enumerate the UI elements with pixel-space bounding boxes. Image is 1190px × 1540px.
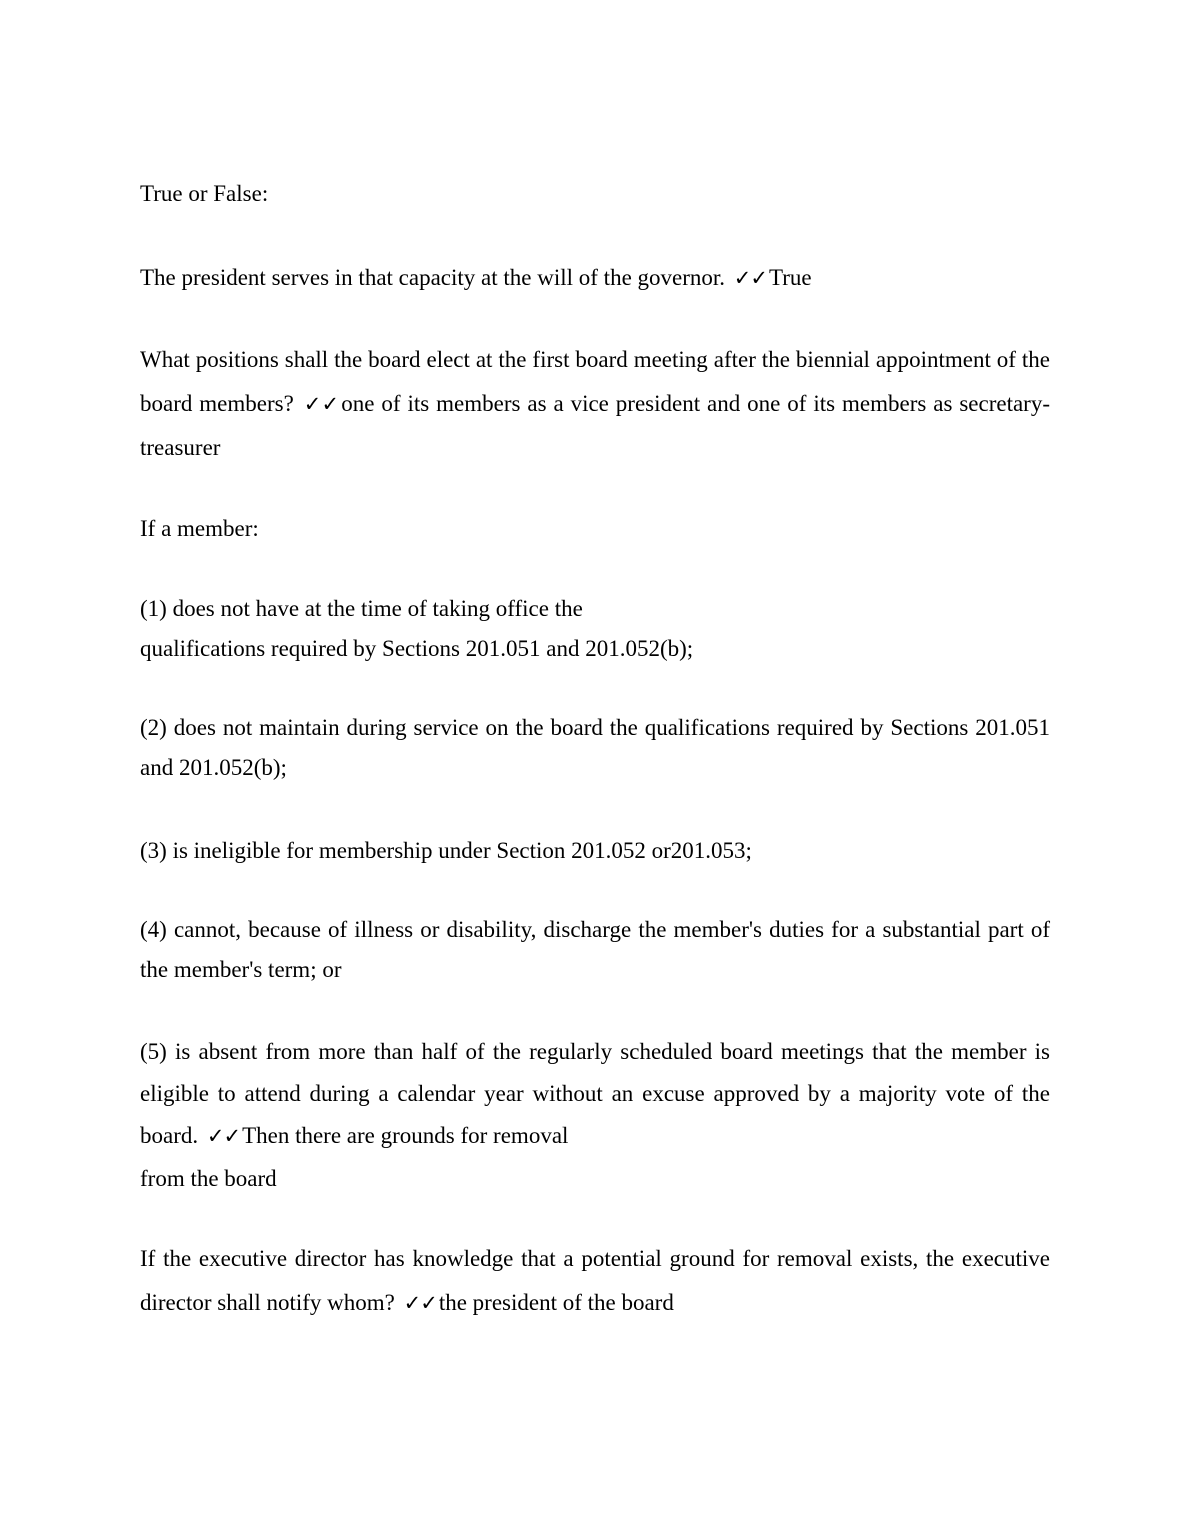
item-1-line-1-text: (1) does not have at the time of taking office the <box>140 596 583 621</box>
question-1 <box>140 266 1050 290</box>
item-4-text: (4) cannot, because of illness or disability, discharge the member's duties for a substantial part of the member's term; or <box>140 917 1050 982</box>
double-check-icon: ✓✓ <box>403 1291 437 1315</box>
answer-3-line-1-text: Then there are grounds for removal <box>242 1123 569 1148</box>
item-4 <box>140 910 1050 990</box>
question-3-intro <box>140 517 1050 540</box>
question-4-text: If the executive director has knowledge that a potential ground for removal exists, the executive director shall notify whom? <box>140 1246 1050 1315</box>
heading <box>140 182 1050 205</box>
item-1-line-2-text: qualifications required by Sections 201.051 and 201.052(b); <box>140 636 694 661</box>
item-2 <box>140 708 1050 788</box>
item-3-text: (3) is ineligible for membership under Section 201.052 or201.053; <box>140 838 752 863</box>
heading-text: True or False: <box>140 181 269 206</box>
double-check-icon: ✓✓ <box>303 392 340 416</box>
answer-2-text: one of its members as a vice president and one of its members as secretary-treasurer <box>140 391 1050 460</box>
answer-1-text: True <box>768 265 812 290</box>
double-check-icon: ✓✓ <box>733 266 767 290</box>
question-2-text: What positions shall the board elect at the first board meeting after the biennial appointment of the board members? <box>140 347 1050 416</box>
item-5-text: (5) is absent from more than half of the regularly scheduled board meetings that the member is eligible to attend during a calendar year without an excuse approved by a majority vote of the board. <box>140 1039 1050 1148</box>
item-1-line-2 <box>140 637 1050 660</box>
item-5 <box>140 1031 1050 1157</box>
question-2 <box>140 338 1050 470</box>
item-3 <box>140 839 1050 862</box>
question-3-intro-text: If a member: <box>140 516 259 541</box>
item-1-line-1 <box>140 597 1050 620</box>
item-2-text: (2) does not maintain during service on the board the qualifications required by Sections 201.051 and 201.052(b); <box>140 715 1050 780</box>
answer-4-text: the president of the board <box>438 1290 674 1315</box>
question-1-text: The president serves in that capacity at the will of the governor. <box>140 265 726 290</box>
answer-3-line-2-text: from the board <box>140 1166 277 1191</box>
answer-3-line-2 <box>140 1167 1050 1190</box>
question-4 <box>140 1237 1050 1325</box>
double-check-icon: ✓✓ <box>206 1124 241 1148</box>
